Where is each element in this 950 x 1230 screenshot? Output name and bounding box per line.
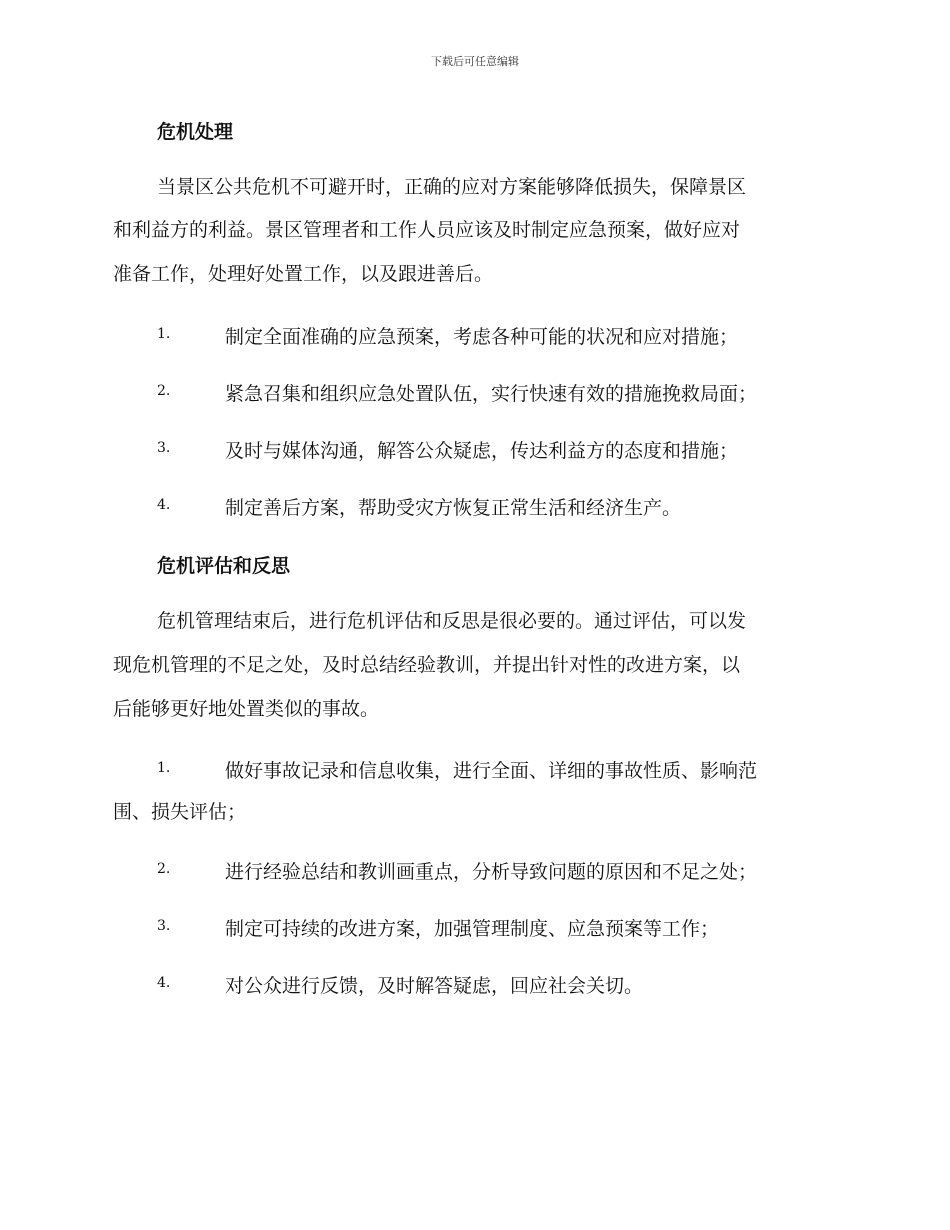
section-heading-crisis-evaluation: 危机评估和反思 (157, 555, 291, 577)
list-item-number: 2. (157, 861, 171, 877)
list-item-text: 制定善后方案，帮助受灾方恢复正常生活和经济生产。 (225, 497, 682, 519)
list-item-text: 制定全面准确的应急预案，考虑各种可能的状况和应对措施； (225, 326, 739, 348)
page-header: 下载后可任意编辑 (431, 55, 519, 68)
paragraph-line: 准备工作，处理好处置工作，以及跟进善后。 (113, 263, 494, 285)
list-item-number: 4. (157, 975, 171, 991)
list-item-continuation: 围、损失评估； (113, 801, 247, 823)
list-item-number: 3. (157, 918, 171, 934)
list-item-number: 2. (157, 383, 171, 399)
section-heading-crisis-handling: 危机处理 (157, 121, 234, 143)
list-item-text: 对公众进行反馈，及时解答疑虑，回应社会关切。 (225, 975, 644, 997)
paragraph-line: 当景区公共危机不可避开时，正确的应对方案能够降低损失，保障景区 (157, 176, 747, 198)
list-item-text: 及时与媒体沟通，解答公众疑虑，传达利益方的态度和措施； (225, 440, 739, 462)
paragraph-line: 后能够更好地处置类似的事故。 (113, 698, 380, 720)
paragraph-line: 和利益方的利益。景区管理者和工作人员应该及时制定应急预案，做好应对 (113, 219, 741, 241)
paragraph-line: 现危机管理的不足之处，及时总结经验教训，并提出针对性的改进方案，以 (113, 654, 741, 676)
list-item-text: 制定可持续的改进方案，加强管理制度、应急预案等工作； (225, 918, 720, 940)
list-item-text: 紧急召集和组织应急处置队伍，实行快速有效的措施挽救局面； (225, 383, 758, 405)
list-item-number: 3. (157, 440, 171, 456)
list-item-text: 进行经验总结和教训画重点，分析导致问题的原因和不足之处； (225, 861, 758, 883)
list-item-number: 1. (157, 326, 171, 342)
list-item-text: 做好事故记录和信息收集，进行全面、详细的事故性质、影响范 (225, 760, 758, 782)
paragraph-line: 危机管理结束后，进行危机评估和反思是很必要的。通过评估，可以发 (157, 610, 747, 632)
list-item-number: 4. (157, 497, 171, 513)
list-item-number: 1. (157, 760, 171, 776)
